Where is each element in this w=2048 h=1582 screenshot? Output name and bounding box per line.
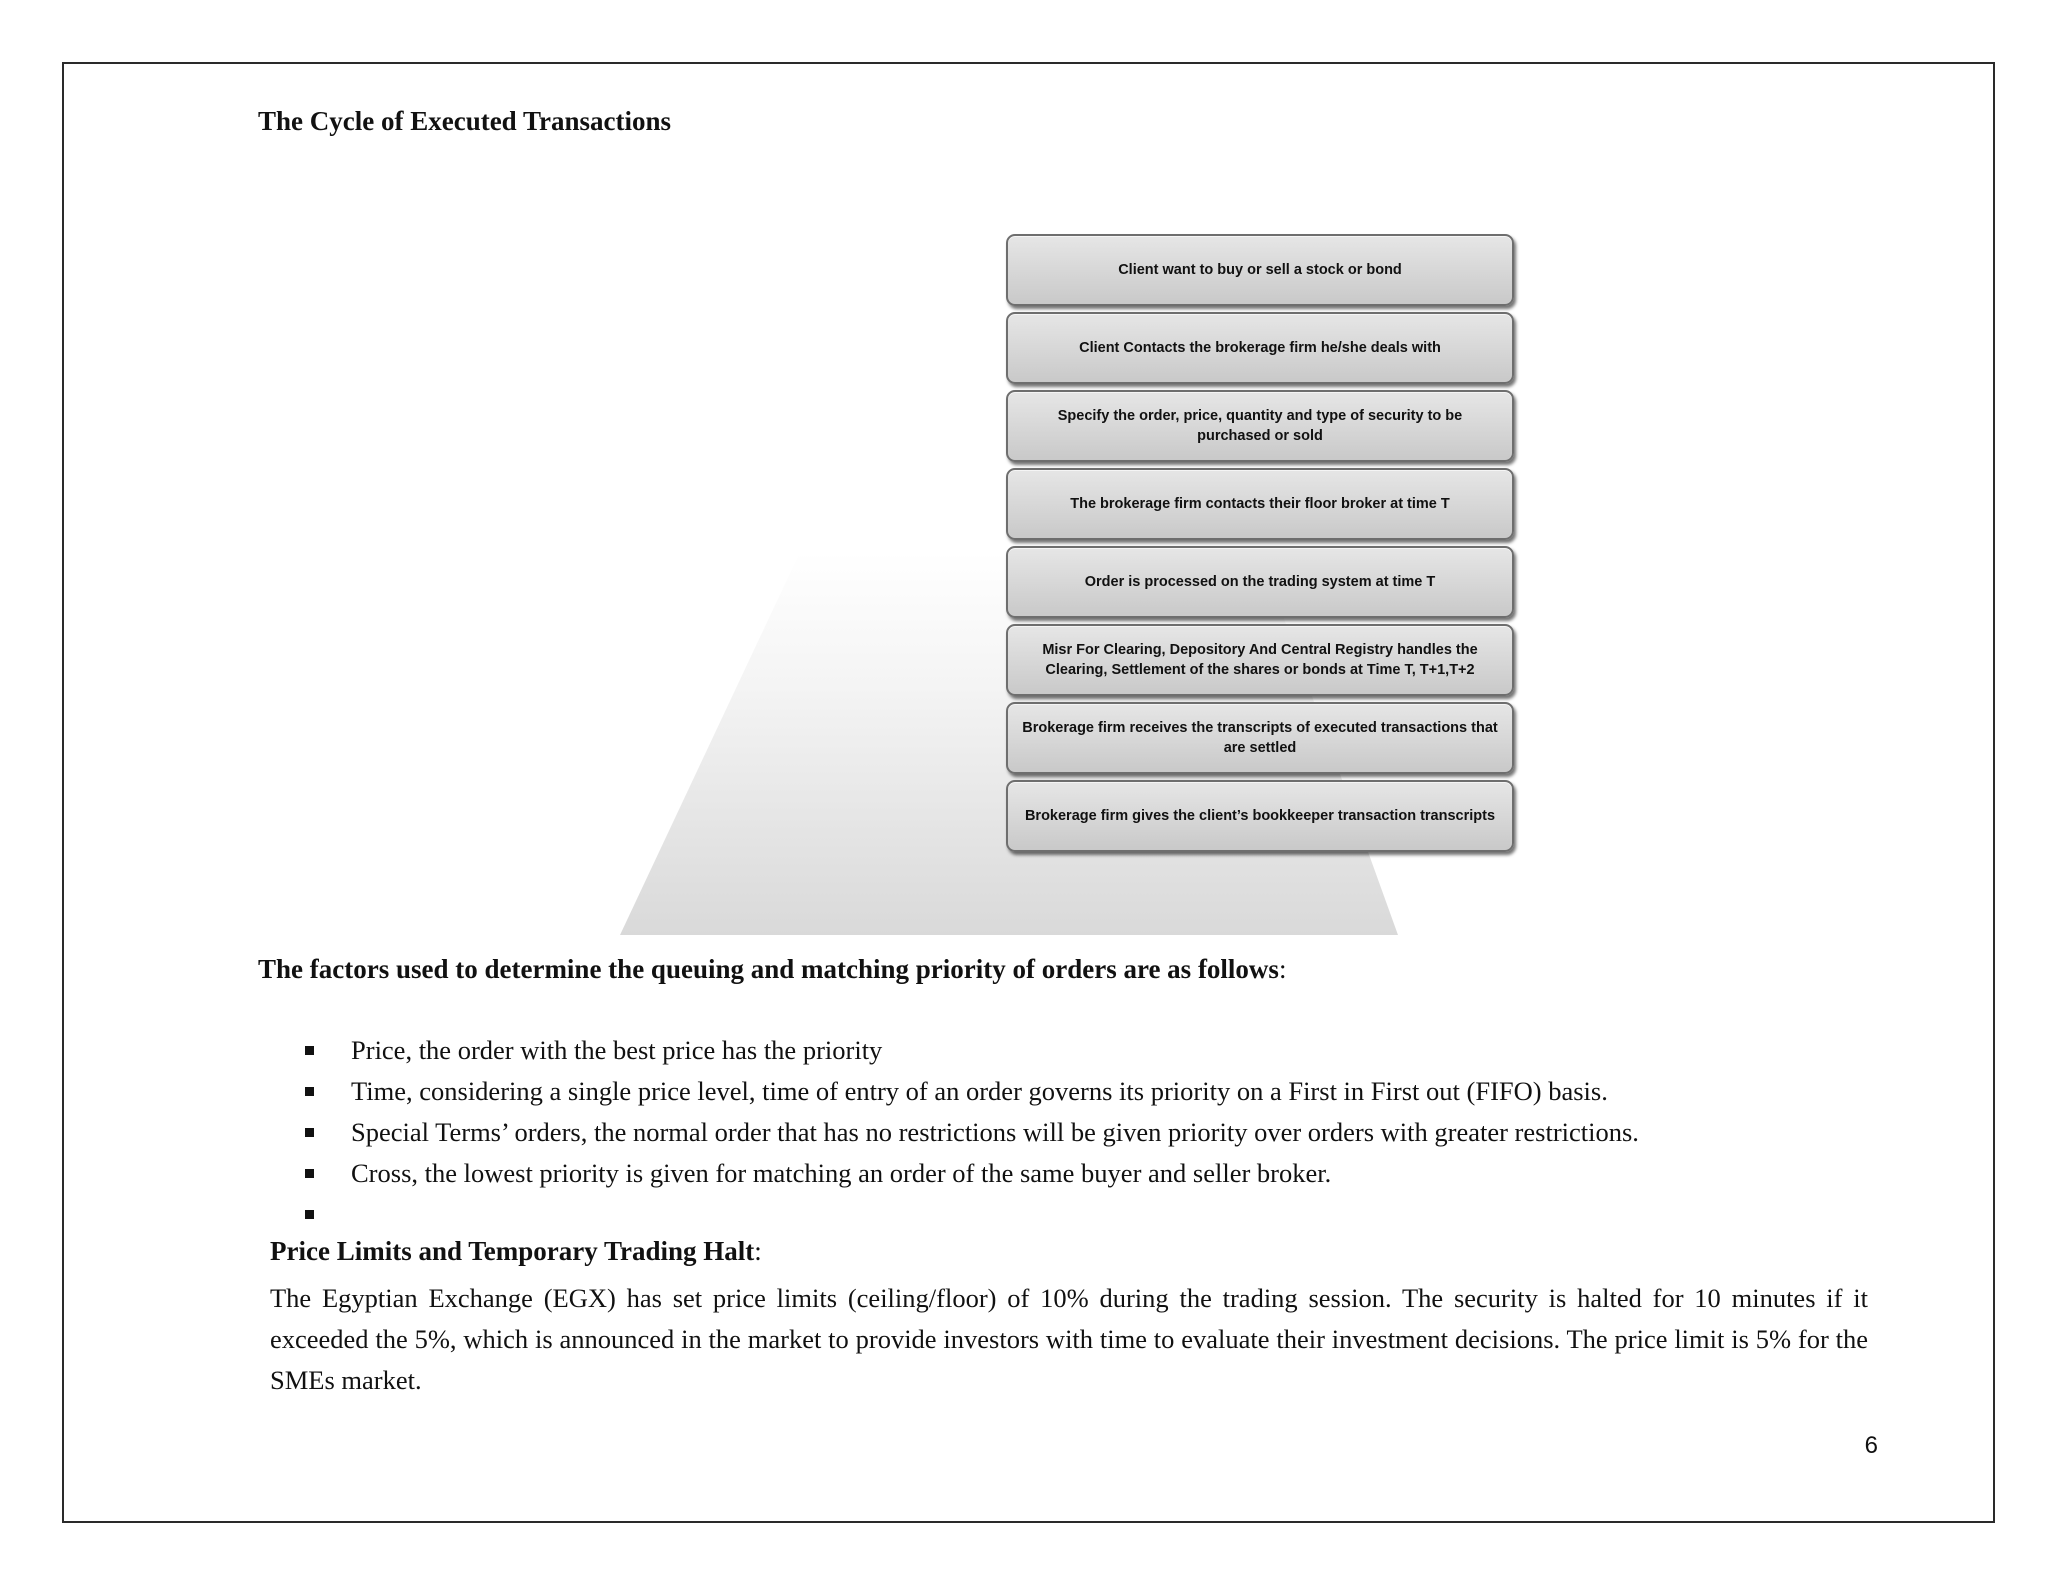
factors-heading-text: The factors used to determine the queuing and matching priority of orders are as follows [258, 954, 1279, 984]
cycle-step-8: Brokerage firm gives the client’s bookkeeper transaction transcripts [1006, 780, 1514, 852]
cycle-step-6: Misr For Clearing, Depository And Central Registry handles the Clearing, Settlement of the shares or bonds at Time T, T+1,T+2 [1006, 624, 1514, 696]
list-item: Price, the order with the best price has the priority [305, 1030, 1639, 1071]
list-item: Time, considering a single price level, time of entry of an order governs its priority on a First in First out (FIFO) basis. [305, 1071, 1639, 1112]
square-bullet-icon [305, 1046, 314, 1055]
cycle-step-7: Brokerage firm receives the transcripts of executed transactions that are settled [1006, 702, 1514, 774]
square-bullet-icon [305, 1128, 314, 1137]
cycle-step-3: Specify the order, price, quantity and type of security to be purchased or sold [1006, 390, 1514, 462]
price-limits-heading-colon: : [754, 1236, 762, 1266]
page-number: 6 [1864, 1432, 1878, 1459]
cycle-step-5: Order is processed on the trading system at time T [1006, 546, 1514, 618]
price-limits-heading-text: Price Limits and Temporary Trading Halt [270, 1236, 755, 1266]
factors-heading-colon: : [1278, 954, 1287, 984]
price-limits-paragraph: The Egyptian Exchange (EGX) has set price limits (ceiling/floor) of 10% during the trading session. The security is halted for 10 minutes if it exceeded the 5%, which is announced in the market to provide investors with time to evaluate their investment decisions. The price limit is 5% for the SMEs market. [270, 1283, 1868, 1395]
section-title: The Cycle of Executed Transactions [258, 106, 671, 136]
square-bullet-icon [305, 1169, 314, 1178]
list-item: Cross, the lowest priority is given for matching an order of the same buyer and seller broker. [305, 1153, 1639, 1194]
list-item: Special Terms’ orders, the normal order that has no restrictions will be given priority over orders with greater restrictions. [305, 1112, 1639, 1153]
factors-list [305, 1030, 1639, 1235]
cycle-step-2: Client Contacts the brokerage firm he/she deals with [1006, 312, 1514, 384]
square-bullet-icon [305, 1087, 314, 1096]
square-bullet-icon [305, 1210, 314, 1219]
cycle-step-4: The brokerage firm contacts their floor broker at time T [1006, 468, 1514, 540]
price-limits-heading [270, 1236, 762, 1267]
list-item [305, 1194, 1639, 1235]
factors-heading [258, 954, 1286, 985]
cycle-step-1: Client want to buy or sell a stock or bond [1006, 234, 1514, 306]
